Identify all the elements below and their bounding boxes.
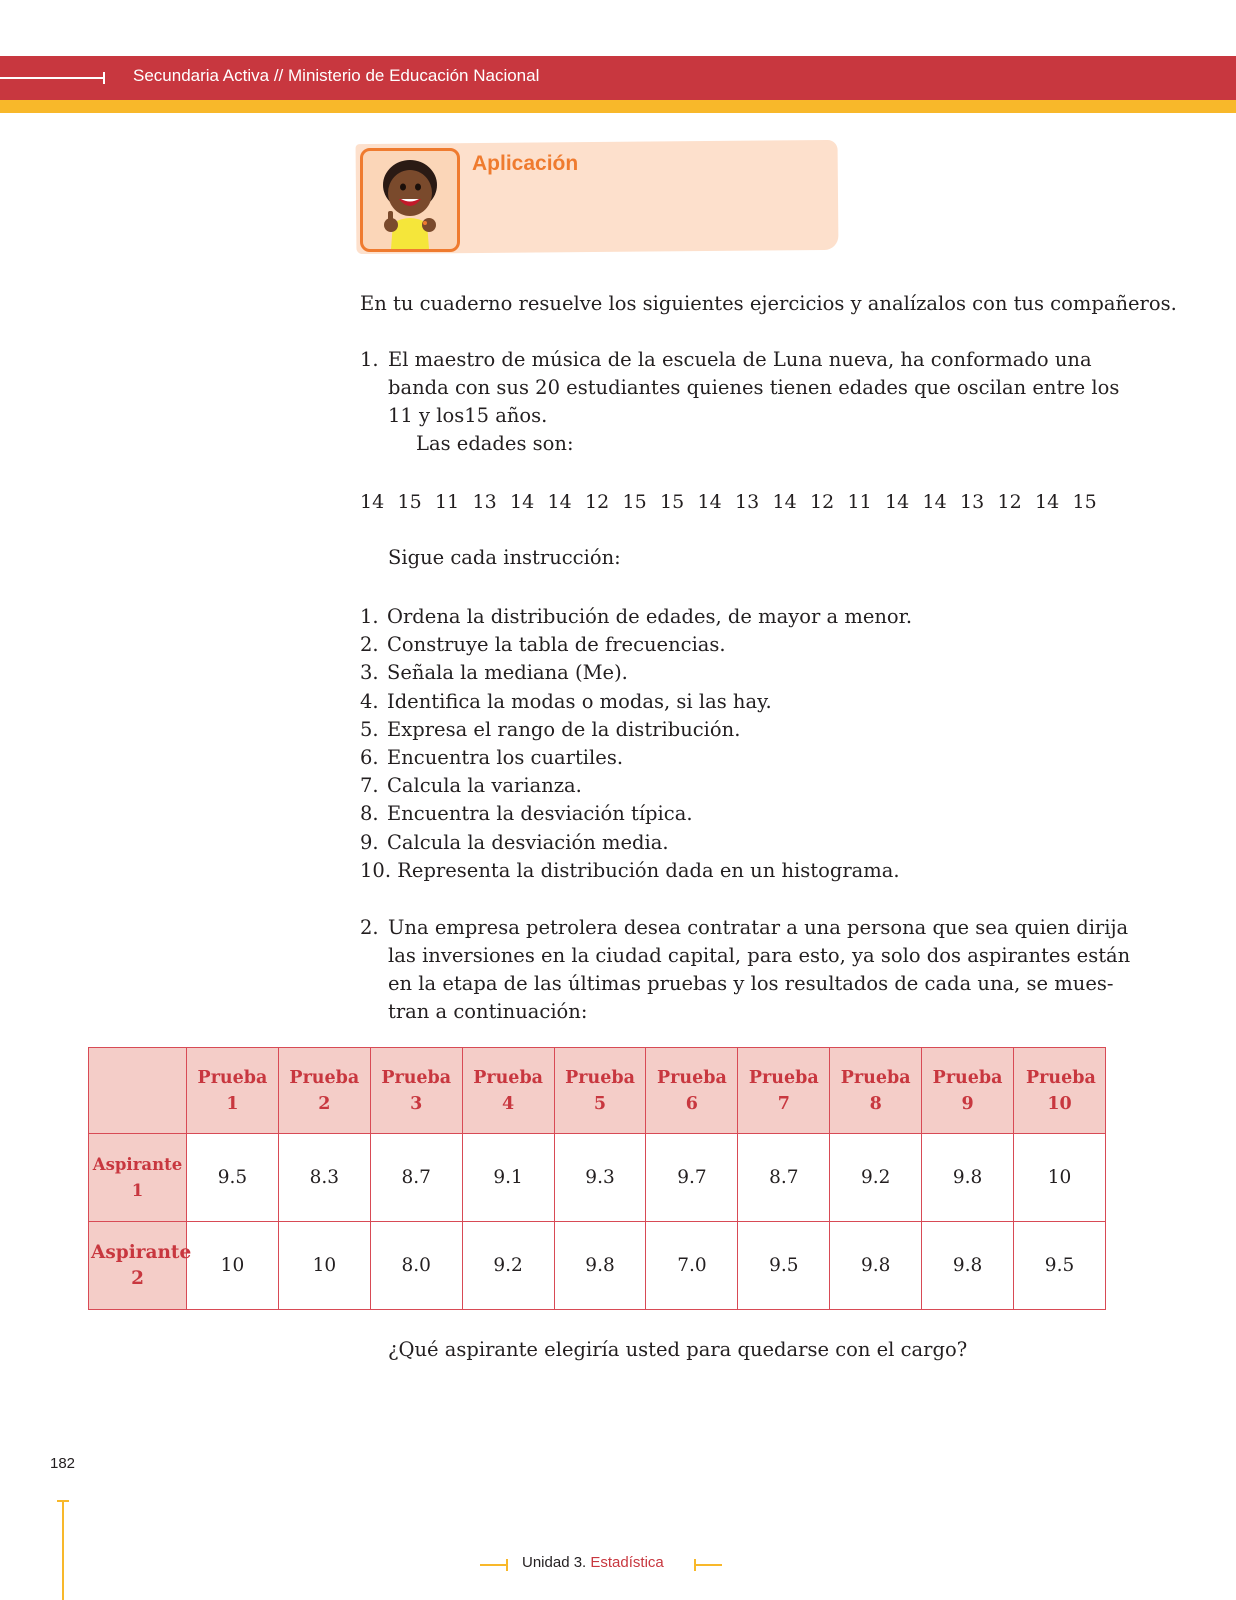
age-value: 13 bbox=[472, 491, 497, 513]
table-cell: 9.3 bbox=[554, 1134, 646, 1222]
age-value: 15 bbox=[660, 491, 685, 513]
age-value: 14 bbox=[885, 491, 910, 513]
column-header: Prueba 1 bbox=[187, 1048, 279, 1134]
header-separator: // bbox=[269, 66, 288, 85]
table-cell: 10 bbox=[187, 1222, 279, 1310]
footer-rule-right bbox=[695, 1564, 722, 1566]
problem-2-line: las inversiones en la ciudad capital, para esto, ya solo dos aspirantes están bbox=[388, 944, 1131, 967]
problem-2-text bbox=[388, 914, 1130, 1026]
header-title bbox=[133, 66, 539, 86]
column-header: Prueba 3 bbox=[370, 1048, 462, 1134]
column-header: Prueba 4 bbox=[462, 1048, 554, 1134]
column-header: Prueba 2 bbox=[278, 1048, 370, 1134]
table-header-row bbox=[89, 1048, 1106, 1134]
table-cell: 9.8 bbox=[922, 1222, 1014, 1310]
header-rule bbox=[0, 77, 104, 79]
age-value: 14 bbox=[547, 491, 572, 513]
column-header: Prueba 6 bbox=[646, 1048, 738, 1134]
table-cell: 9.8 bbox=[554, 1222, 646, 1310]
header-rule-tick bbox=[103, 72, 105, 84]
list-item: 10. Representa la distribución dada en un histograma. bbox=[360, 858, 900, 882]
table-cell: 8.3 bbox=[278, 1134, 370, 1222]
table-cell: 10 bbox=[1014, 1134, 1106, 1222]
problem-2-line: Una empresa petrolera desea contratar a una persona que sea quien dirija bbox=[388, 916, 1129, 939]
footer-tick-left bbox=[506, 1559, 508, 1571]
row-header: Aspirante 2 bbox=[89, 1222, 187, 1310]
list-item: 8. Encuentra la desviación típica. bbox=[360, 802, 693, 826]
table-cell: 9.2 bbox=[830, 1134, 922, 1222]
problem-1-line: El maestro de música de la escuela de Luna nueva, ha conformado una bbox=[388, 348, 1092, 371]
footer-topic: Estadística bbox=[586, 1554, 664, 1571]
instructions-label: Sigue cada instrucción: bbox=[388, 546, 621, 569]
margin-rule-tick bbox=[57, 1500, 69, 1502]
table-cell: 9.5 bbox=[187, 1134, 279, 1222]
instructions-list bbox=[360, 603, 912, 885]
age-value: 14 bbox=[697, 491, 722, 513]
table-row bbox=[89, 1134, 1106, 1222]
table-cell: 10 bbox=[278, 1222, 370, 1310]
problem-1-text bbox=[388, 346, 1119, 458]
ages-list bbox=[360, 488, 1096, 516]
problem-1-line: banda con sus 20 estudiantes quienes tienen edades que oscilan entre los bbox=[388, 376, 1120, 399]
problem-2-number: 2. bbox=[360, 916, 379, 939]
age-value: 15 bbox=[622, 491, 647, 513]
table-cell: 8.7 bbox=[370, 1134, 462, 1222]
list-item: 5. Expresa el rango de la distribución. bbox=[360, 717, 741, 741]
age-value: 13 bbox=[960, 491, 985, 513]
list-item: 2. Construye la tabla de frecuencias. bbox=[360, 633, 726, 657]
column-header: Prueba 7 bbox=[738, 1048, 830, 1134]
age-value: 12 bbox=[997, 491, 1022, 513]
column-header: Prueba 9 bbox=[922, 1048, 1014, 1134]
problem-2-line: tran a continuación: bbox=[388, 1000, 588, 1023]
table-cell: 9.8 bbox=[922, 1134, 1014, 1222]
ministry-name: Ministerio de Educación Nacional bbox=[288, 66, 540, 85]
age-value: 15 bbox=[1072, 491, 1097, 513]
row-header: Aspirante 1 bbox=[89, 1134, 187, 1222]
table-row bbox=[89, 1222, 1106, 1310]
age-value: 13 bbox=[735, 491, 760, 513]
footer-tick-right bbox=[694, 1559, 696, 1571]
problem-2-line: en la etapa de las últimas pruebas y los resultados de cada una, se mues- bbox=[388, 972, 1114, 995]
footer-label bbox=[522, 1554, 664, 1571]
list-item: 6. Encuentra los cuartiles. bbox=[360, 745, 624, 769]
list-item: 9. Calcula la desviación media. bbox=[360, 830, 669, 854]
table-cell: 9.7 bbox=[646, 1134, 738, 1222]
margin-rule bbox=[62, 1500, 64, 1600]
age-value: 14 bbox=[772, 491, 797, 513]
page-footer bbox=[480, 1553, 740, 1577]
age-value: 11 bbox=[847, 491, 872, 513]
list-item: 1. Ordena la distribución de edades, de mayor a menor. bbox=[360, 605, 913, 628]
age-value: 11 bbox=[435, 491, 460, 513]
table-cell: 9.5 bbox=[738, 1222, 830, 1310]
page-number: 182 bbox=[50, 1455, 76, 1472]
intro-text: En tu cuaderno resuelve los siguientes ejercicios y analízalos con tus compañeros. bbox=[360, 292, 1177, 315]
column-header: Prueba 8 bbox=[830, 1048, 922, 1134]
age-value: 12 bbox=[810, 491, 835, 513]
age-value: 14 bbox=[1035, 491, 1060, 513]
student-mascot-icon bbox=[360, 148, 460, 252]
table-cell: 9.1 bbox=[462, 1134, 554, 1222]
list-item: 7. Calcula la varianza. bbox=[360, 774, 582, 798]
column-header: Prueba 5 bbox=[554, 1048, 646, 1134]
age-value: 12 bbox=[585, 491, 610, 513]
age-value: 15 bbox=[397, 491, 422, 513]
problem-1-line: 11 y los15 años. bbox=[388, 404, 548, 427]
table-cell: 7.0 bbox=[646, 1222, 738, 1310]
age-value: 14 bbox=[360, 491, 385, 513]
list-item: 3. Señala la mediana (Me). bbox=[360, 661, 628, 685]
ages-label: Las edades son: bbox=[416, 432, 574, 455]
age-value: 14 bbox=[922, 491, 947, 513]
footer-unit: Unidad 3. bbox=[522, 1554, 587, 1571]
age-value: 14 bbox=[510, 491, 535, 513]
table-cell: 8.0 bbox=[370, 1222, 462, 1310]
problem-1-number: 1. bbox=[360, 348, 379, 371]
question-text: ¿Qué aspirante elegiría usted para quedarse con el cargo? bbox=[388, 1338, 968, 1361]
table-cell: 9.2 bbox=[462, 1222, 554, 1310]
section-title: Aplicación bbox=[472, 152, 579, 175]
list-item: 4. Identifica la modas o modas, si las hay. bbox=[360, 689, 772, 713]
table-cell: 9.8 bbox=[830, 1222, 922, 1310]
table-corner-cell bbox=[89, 1048, 187, 1134]
publisher-name: Secundaria Activa bbox=[133, 66, 270, 85]
column-header: Prueba 10 bbox=[1014, 1048, 1106, 1134]
scores-table bbox=[88, 1047, 1106, 1310]
table-cell: 9.5 bbox=[1014, 1222, 1106, 1310]
header-stripe bbox=[0, 100, 1236, 113]
table-cell: 8.7 bbox=[738, 1134, 830, 1222]
footer-rule-left bbox=[480, 1564, 507, 1566]
